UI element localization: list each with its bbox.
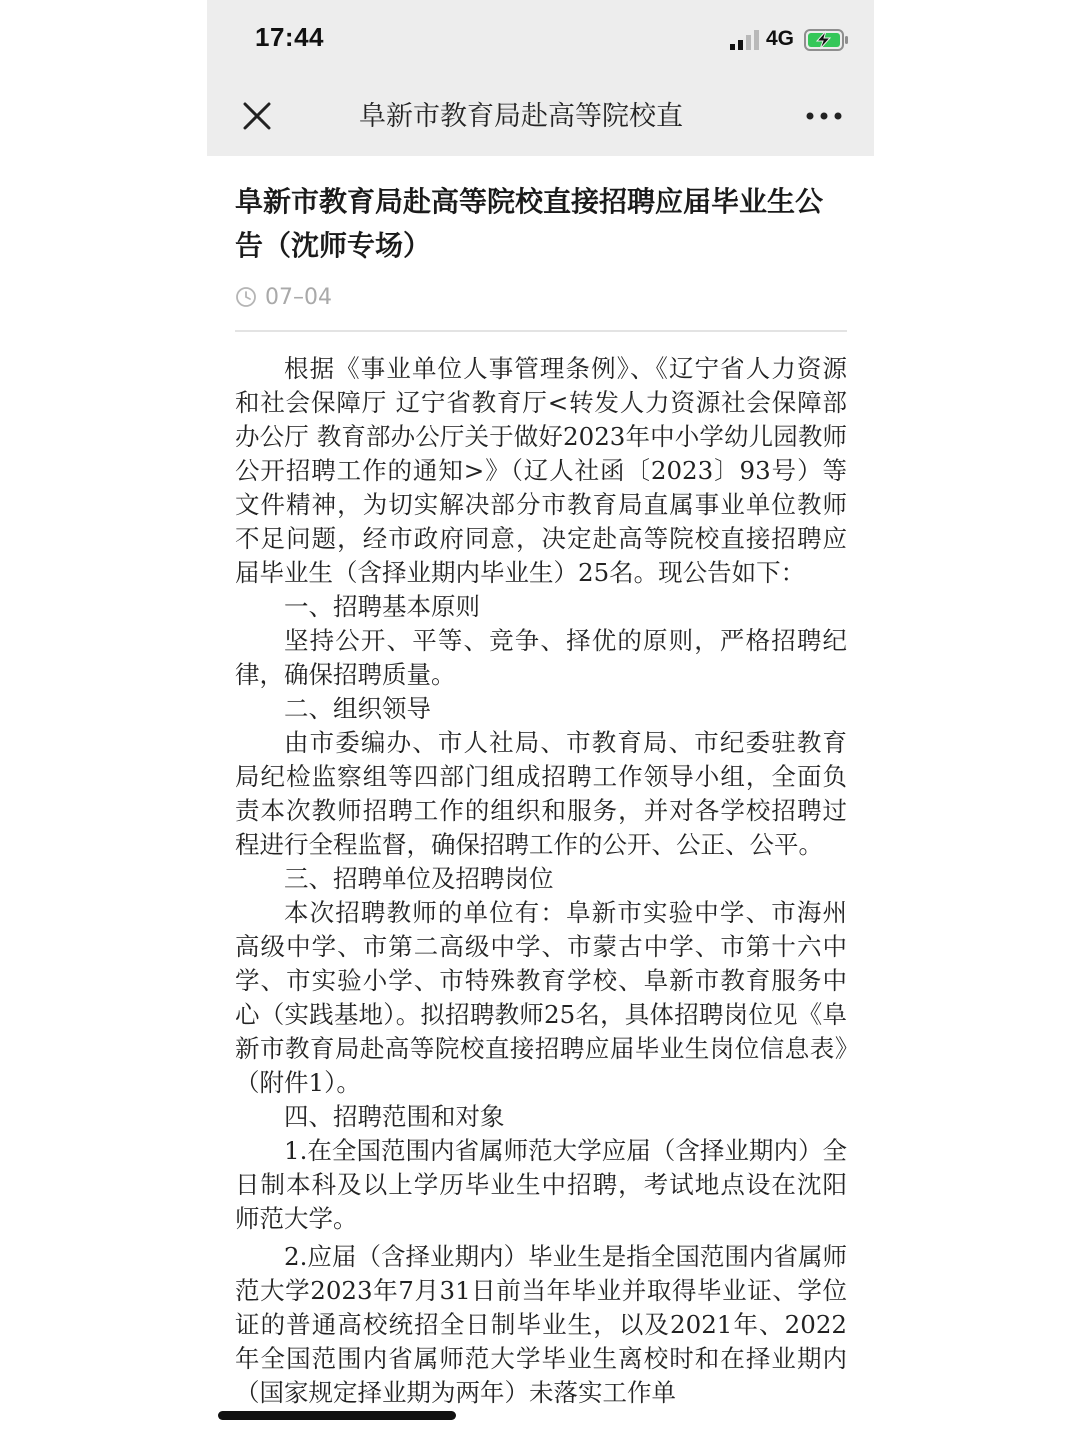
section-heading: 三、招聘单位及招聘岗位 — [284, 864, 554, 893]
top-area — [207, 0, 874, 156]
highlight-underline — [218, 1411, 456, 1420]
paragraph: 坚持公开、平等、竞争、择优的原则，严格招聘纪律，确保招聘质量。 — [235, 626, 847, 689]
article-title: 阜新市教育局赴高等院校直接招聘应届毕业生公告（沈师专场） — [235, 185, 824, 262]
battery-charging-icon — [804, 28, 850, 52]
section-heading: 二、组织领导 — [284, 694, 431, 723]
status-time: 17:44 — [255, 22, 324, 52]
paragraph: 2.应届（含择业期内）毕业生是指全国范围内省属师范大学2023年7月31日前当年毕业并取得毕业证、学位证的普通高校统招全日制毕业生，以及2021年、2022年全国范围内省属师范大学毕业生离校时和在择业期内（国家规定择业期为两年）未落实工作单 — [235, 1242, 847, 1407]
clock-icon — [235, 286, 257, 308]
nav-bar — [207, 80, 874, 156]
article-meta — [235, 282, 847, 312]
paragraph: 根据《事业单位人事管理条例》、《辽宁省人力资源和社会保障厅 辽宁省教育厅<转发人力资源社会保障部办公厅 教育部办公厅关于做好2023年中小学幼儿园教师公开招聘工作的通知>》（辽人社函〔2023〕93号）等文件精神，为切实解决部分市教育局直属事业单位教师不足问题，经市政府同意，决定赴高等院校直接招聘应届毕业生（含择业期内毕业生）25名。现公告如下： — [235, 354, 847, 587]
phone-screen — [207, 0, 874, 1440]
paragraph: 由市委编办、市人社局、市教育局、市纪委驻教育局纪检监察组等四部门组成招聘工作领导小组，全面负责本次教师招聘工作的组织和服务，并对各学校招聘过程进行全程监督，确保招聘工作的公开、公正、公平。 — [235, 728, 847, 859]
paragraph: 本次招聘教师的单位有：阜新市实验中学、市海州高级中学、市第二高级中学、市蒙古中学、市第十六中学、市实验小学、市特殊教育学校、阜新市教育服务中心（实践基地）。拟招聘教师25名，具体招聘岗位见《阜新市教育局赴高等院校直接招聘应届毕业生岗位信息表》（附件1）。 — [235, 898, 847, 1097]
paragraph: 1.在全国范围内省属师范大学应届（含择业期内）全日制本科及以上学历毕业生中招聘，考试地点设在沈阳师范大学。 — [235, 1136, 847, 1233]
section-heading: 四、招聘范围和对象 — [284, 1102, 505, 1131]
status-bar — [207, 0, 874, 80]
article — [235, 180, 847, 1410]
signal-bars-icon — [730, 30, 760, 50]
article-body — [235, 352, 847, 1410]
more-dots-icon[interactable] — [805, 105, 843, 127]
nav-title: 阜新市教育局赴高等院校直 — [359, 101, 683, 132]
article-date: 07–04 — [265, 284, 332, 310]
close-icon[interactable] — [241, 100, 273, 132]
network-type: 4G — [766, 27, 795, 50]
divider — [235, 330, 847, 332]
section-heading: 一、招聘基本原则 — [284, 592, 480, 621]
